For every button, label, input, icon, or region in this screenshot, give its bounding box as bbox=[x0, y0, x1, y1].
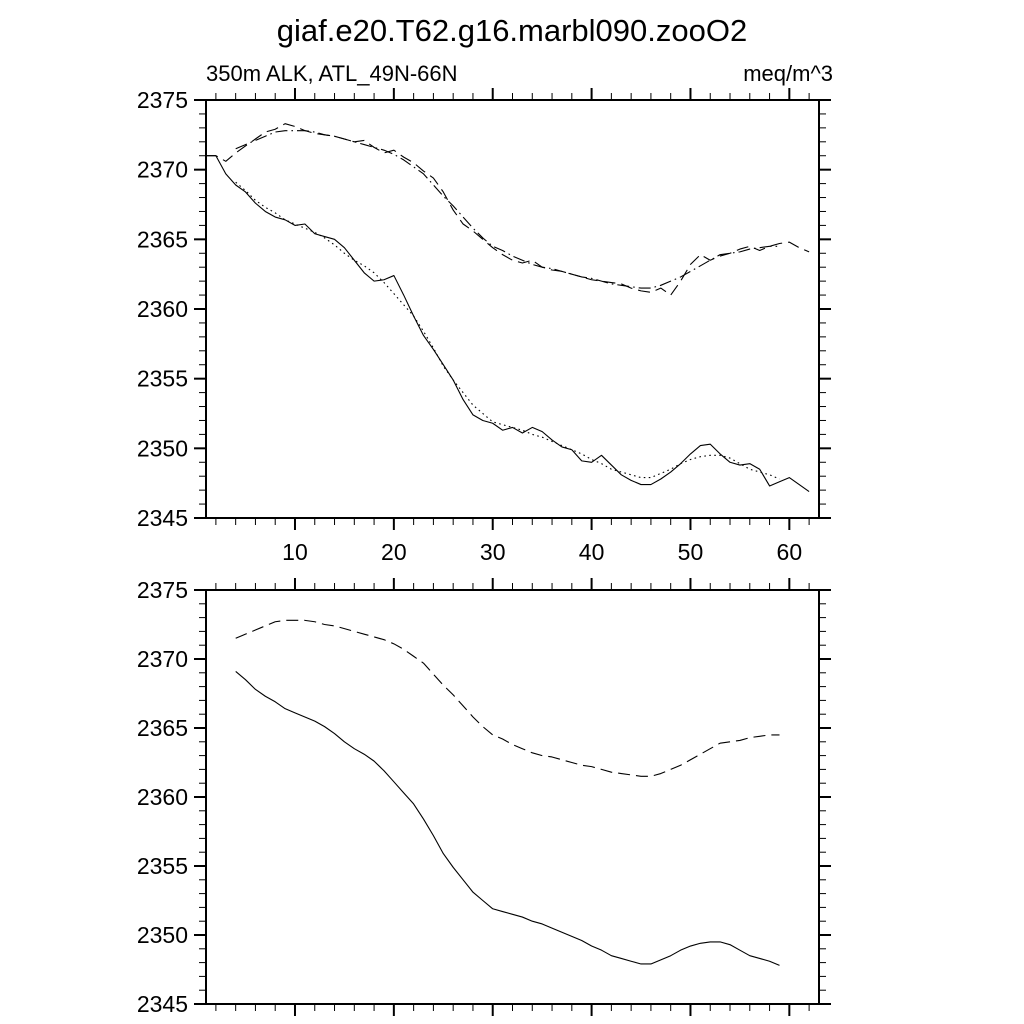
series-lower-smoothed-line bbox=[236, 671, 780, 965]
panel-bottom bbox=[137, 577, 831, 1017]
series-upper-annual-line bbox=[206, 124, 809, 295]
plot-title: giaf.e20.T62.g16.marbl090.zooO2 bbox=[276, 13, 748, 48]
y-tick-label: 2365 bbox=[136, 715, 188, 741]
top-panel-caption-right: meq/m^3 bbox=[743, 61, 833, 86]
series-upper-smoothed-line bbox=[236, 620, 780, 776]
x-tick-label: 10 bbox=[282, 539, 308, 565]
y-tick-label: 2375 bbox=[136, 577, 188, 603]
series-lower-smoothed-line bbox=[236, 182, 780, 479]
y-tick-label: 2355 bbox=[136, 365, 188, 392]
y-tick-label: 2375 bbox=[136, 87, 188, 113]
y-tick-label: 2350 bbox=[136, 435, 188, 462]
plot-frame bbox=[206, 100, 819, 518]
x-tick-label: 50 bbox=[677, 539, 704, 565]
y-tick-label: 2370 bbox=[136, 646, 188, 672]
x-tick-label: 40 bbox=[578, 539, 605, 565]
panel-top bbox=[137, 87, 831, 565]
x-tick-label: 20 bbox=[381, 539, 407, 565]
series-lower-annual-line bbox=[206, 156, 809, 492]
y-tick-label: 2360 bbox=[136, 784, 188, 810]
y-tick-label: 2365 bbox=[136, 226, 188, 253]
y-tick-label: 2345 bbox=[136, 991, 188, 1017]
x-tick-label: 60 bbox=[776, 539, 803, 565]
series-upper-smoothed-line bbox=[236, 131, 780, 288]
y-tick-label: 2345 bbox=[136, 505, 188, 531]
y-tick-label: 2350 bbox=[136, 922, 188, 948]
plot-frame bbox=[206, 590, 819, 1004]
y-tick-label: 2360 bbox=[136, 296, 188, 322]
x-tick-label: 30 bbox=[479, 539, 506, 565]
y-tick-label: 2370 bbox=[136, 156, 188, 183]
top-panel-caption-left: 350m ALK, ATL_49N-66N bbox=[206, 61, 458, 86]
y-tick-label: 2355 bbox=[136, 853, 188, 879]
